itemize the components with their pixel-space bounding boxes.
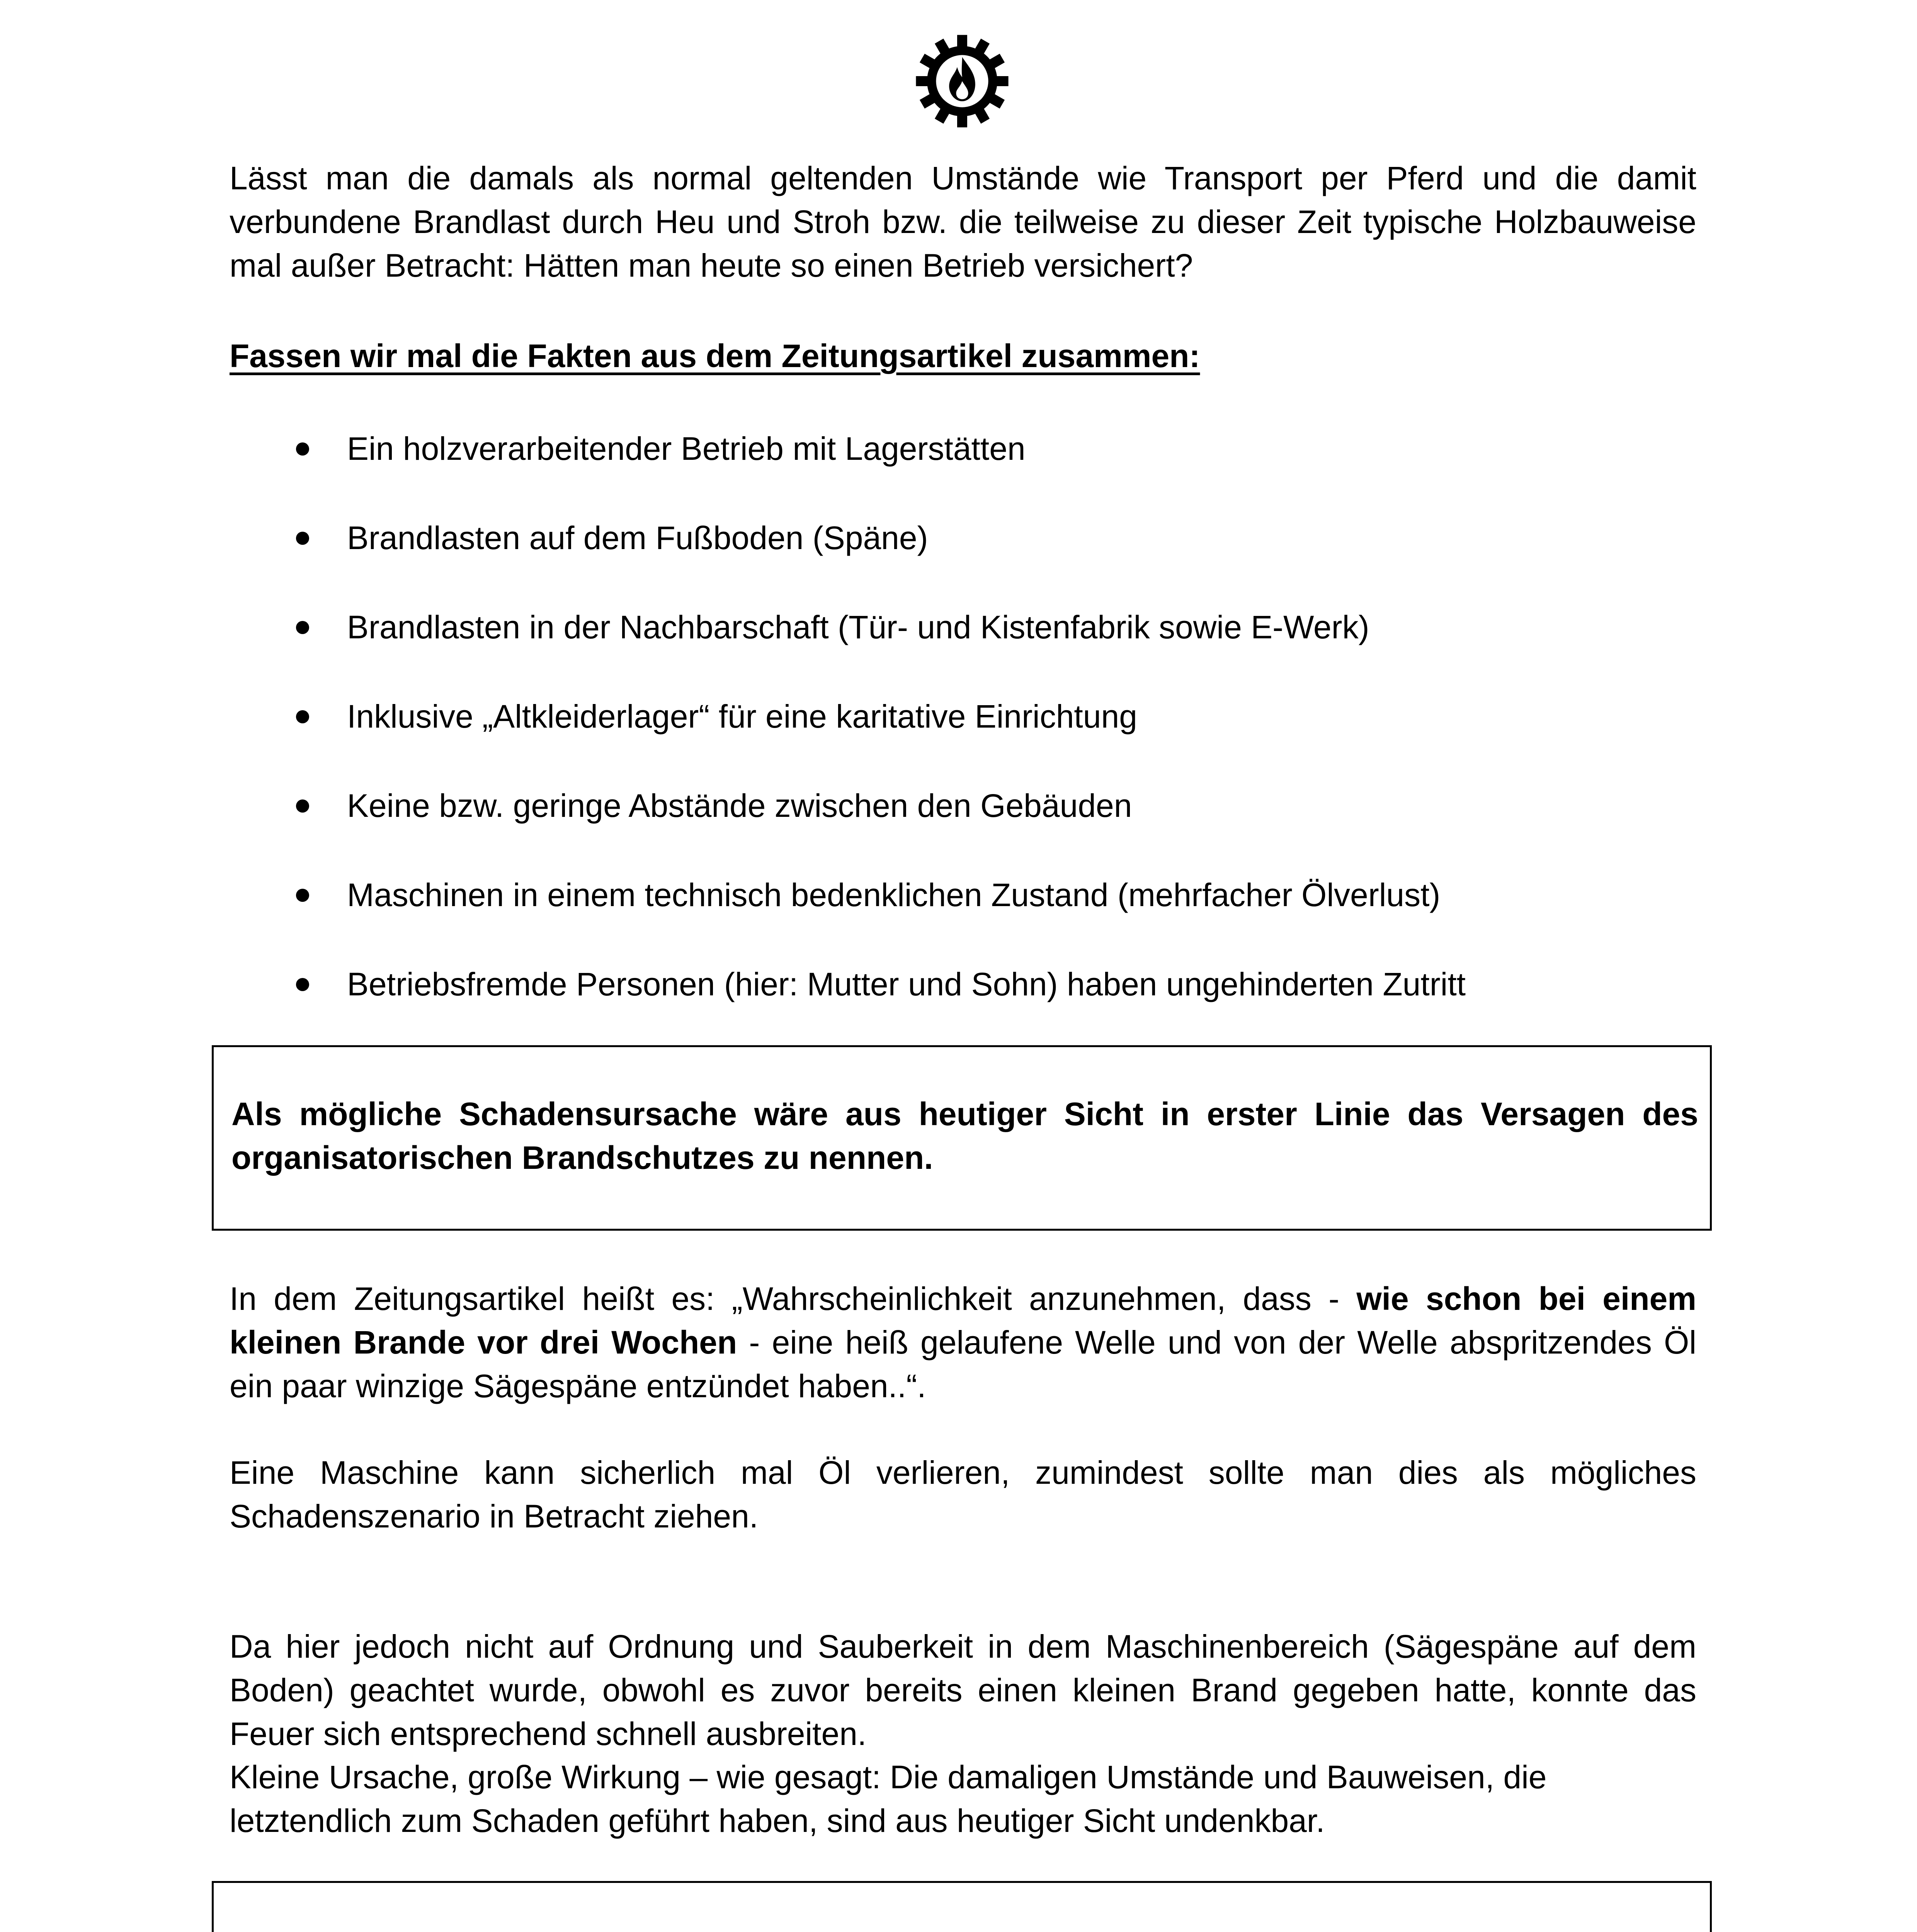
newspaper-quote-part1: In dem Zeitungsartikel heißt es: „Wahrscheinlichkeit anzunehmen, dass - [230, 1281, 1357, 1317]
book-purpose-text [231, 1928, 1698, 1932]
list-item [230, 516, 1696, 605]
gear-flame-logo-icon [912, 31, 1012, 131]
damage-cause-box [212, 1045, 1712, 1231]
bullet-icon [296, 710, 309, 723]
facts-heading: Fassen wir mal die Fakten aus dem Zeitungsartikel zusammen: [230, 338, 1200, 374]
bullet-icon [296, 978, 309, 991]
list-item-text: Brandlasten auf dem Fußboden (Späne) [347, 520, 928, 556]
list-item-text: Betriebsfremde Personen (hier: Mutter und Sohn) haben ungehinderten Zutritt [347, 966, 1466, 1002]
gear-flame-svg [912, 31, 1012, 131]
list-item-text: Inklusive „Altkleiderlager“ für eine karitative Einrichtung [347, 698, 1137, 735]
small-cause-paragraph [230, 1755, 1696, 1843]
list-item-text: Brandlasten in der Nachbarschaft (Tür- und Kistenfabrik sowie E-Werk) [347, 609, 1369, 645]
bullet-icon [296, 799, 309, 813]
list-item [230, 784, 1696, 873]
small-cause-text: Kleine Ursache, große Wirkung – wie gesagt: Die damaligen Umstände und Bauweisen, die letztendlich zum Schaden geführt haben, sind aus heutiger Sicht undenkbar. [230, 1759, 1547, 1839]
order-text: Da hier jedoch nicht auf Ordnung und Sauberkeit in dem Maschinenbereich (Sägespäne auf dem Boden) geachtet wurde, obwohl es zuvor bereits einen kleinen Brand gegeben hatte, konnte das Feuer sich entsprechend schnell ausbreiten. [230, 1628, 1696, 1752]
intro-text: Lässt man die damals als normal geltenden Umstände wie Transport per Pferd und die damit verbundene Brandlast durch Heu und Stroh bzw. die teilweise zu dieser Zeit typische Holzbauweise mal außer Betracht: Hätten man heute so einen Betrieb versichert? [230, 160, 1696, 284]
list-item [230, 695, 1696, 784]
list-item [230, 427, 1696, 516]
damage-cause-text: Als mögliche Schadensursache wäre aus heutiger Sicht in erster Linie das Versagen des organisatorischen Brandschutzes zu nennen. [231, 1096, 1698, 1176]
list-item [230, 963, 1696, 1052]
newspaper-quote-paragraph [230, 1277, 1696, 1408]
list-item-text: Keine bzw. geringe Abstände zwischen den Gebäuden [347, 787, 1132, 824]
intro-paragraph [230, 156, 1696, 287]
machine-text: Eine Maschine kann sicherlich mal Öl verlieren, zumindest sollte man dies als mögliches Schadenszenario in Betracht ziehen. [230, 1454, 1696, 1534]
machine-paragraph [230, 1451, 1696, 1538]
bullet-icon [296, 621, 309, 634]
list-item [230, 605, 1696, 695]
newspaper-quote-bold: wie schon bei einem kleinen Brande vor drei Wochen [230, 1281, 1696, 1361]
list-item-text: Maschinen in einem technisch bedenklichen Zustand (mehrfacher Ölverlust) [347, 877, 1441, 913]
bullet-icon [296, 889, 309, 902]
order-paragraph [230, 1625, 1696, 1756]
newspaper-quote-part2: - eine heiß gelaufene Welle und von der Welle abspritzendes Öl ein paar winzige Sägespäne entzündet haben..“. [230, 1324, 1697, 1404]
list-item-text: Ein holzverarbeitender Betrieb mit Lagerstätten [347, 430, 1026, 467]
book-purpose-box [212, 1881, 1712, 1932]
bullet-icon [296, 532, 309, 545]
newspaper-quote-text [230, 1277, 1696, 1408]
bullet-icon [296, 442, 309, 456]
list-item [230, 873, 1696, 963]
facts-list [230, 427, 1696, 1052]
